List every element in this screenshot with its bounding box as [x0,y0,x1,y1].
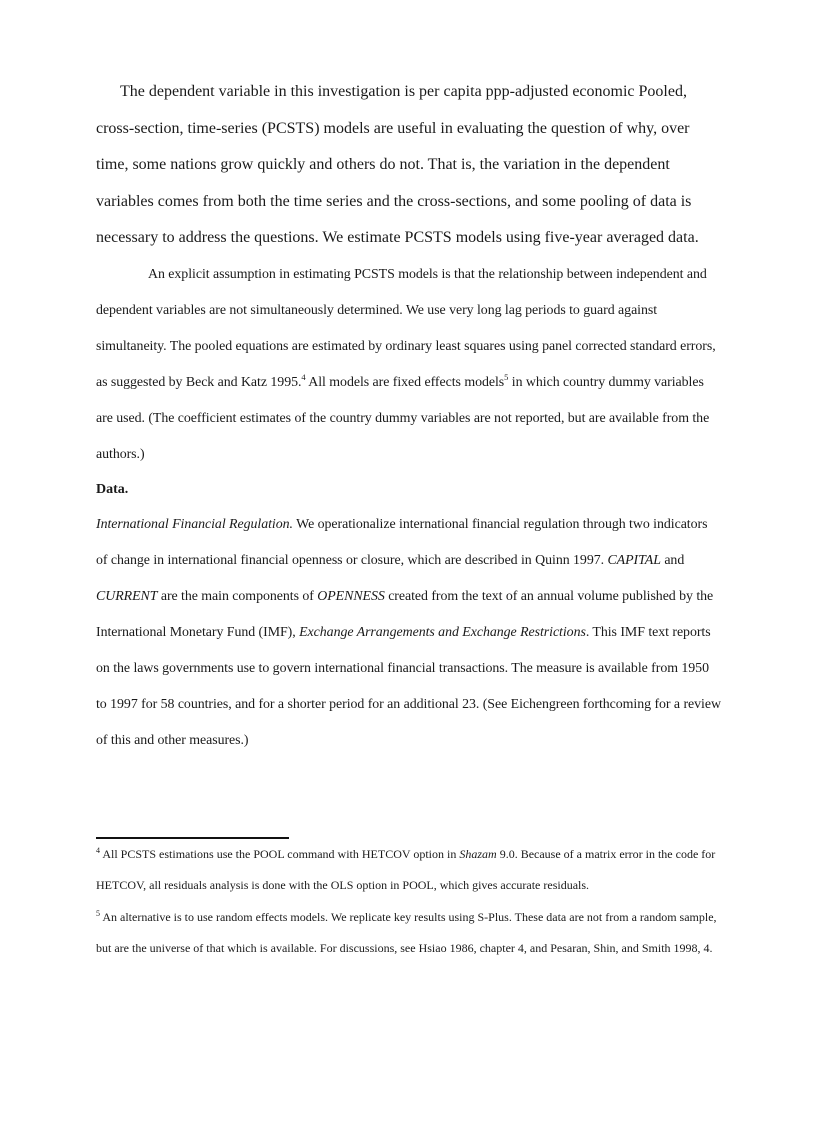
publication-title: Exchange Arrangements and Exchange Restrictions [299,624,586,640]
footnote-4-mark: 4 [96,846,100,855]
regulation-lead-italic: International Financial Regulation. [96,516,293,532]
footnote-4 [96,839,722,901]
paragraph-pcsts-assumption [96,257,722,473]
paragraph-dependent-variable-text: The dependent variable in this investigation is per capita ppp-adjusted economic Pooled, cross-section, time-series (PCSTS) models are useful in evaluating the question of why, over time, some nations grow quickly and others do not. That is, the variation in the dependent variables comes from both the time series and the cross-sections, and some pooling of data is necessary to address the questions. We estimate PCSTS models using five-year averaged data. [96,83,699,246]
footnote-4-text-after: 9.0. Because of a matrix error in the code for HETCOV, all residuals analysis is done with the OLS option in POOL, which gives accurate residuals. [96,847,716,892]
regulation-text-part1: We operationalize international financial regulation through two indicators of change in international financial openness or closure, which are described in Quinn 1997. [96,516,708,568]
section-heading-data: Data. [96,481,129,497]
regulation-text-part4: . This IMF text reports on the laws governments use to govern international financial transactions. The measure is available from 1950 to 1997 for 58 countries, and for a shorter period for an additional 23. (See Eichengreen forthcoming for a review of this and other measures.) [96,624,721,748]
term-openness: OPENNESS [317,588,385,604]
footnote-ref-5[interactable]: 5 [504,371,509,382]
term-capital: CAPITAL [607,552,661,568]
pcsts-text-part1: An explicit assumption in estimating PCSTS models is that the relationship between independent and dependent variables are not simultaneously determined. We use very long lag periods to guard against simultaneity. The pooled equations are estimated by ordinary least squares using panel corrected standard errors, as suggested by Beck and Katz 1995. [96,266,716,390]
page-body [96,74,722,759]
footnote-4-software: Shazam [459,847,497,861]
footnote-4-text-before: All PCSTS estimations use the POOL command with HETCOV option in [100,847,460,861]
regulation-text-and: and [660,552,685,568]
footnotes [96,839,722,964]
regulation-text-part3: created from the text of an annual volume published by the International Monetary Fund (IMF), [96,588,714,640]
footnote-ref-4[interactable]: 4 [301,371,306,382]
footnote-5-text: An alternative is to use random effects models. We replicate key results using S-Plus. These data are not from a random sample, but are the universe of that which is available. For discussions, see Hsiao 1986, chapter 4, and Pesaran, Shin, and Smith 1998, 4. [96,910,717,955]
paragraph-dependent-variable [96,74,722,257]
footnote-5 [96,902,722,964]
pcsts-text-part3: in which country dummy variables are used. (The coefficient estimates of the country dummy variables are not reported, but are available from the authors.) [96,374,710,462]
term-current: CURRENT [96,588,158,604]
paragraph-financial-regulation [96,507,722,759]
regulation-text-part2: are the main components of [157,588,318,604]
pcsts-text-part2: All models are fixed effects models [305,374,505,390]
footnote-5-mark: 5 [96,909,100,918]
